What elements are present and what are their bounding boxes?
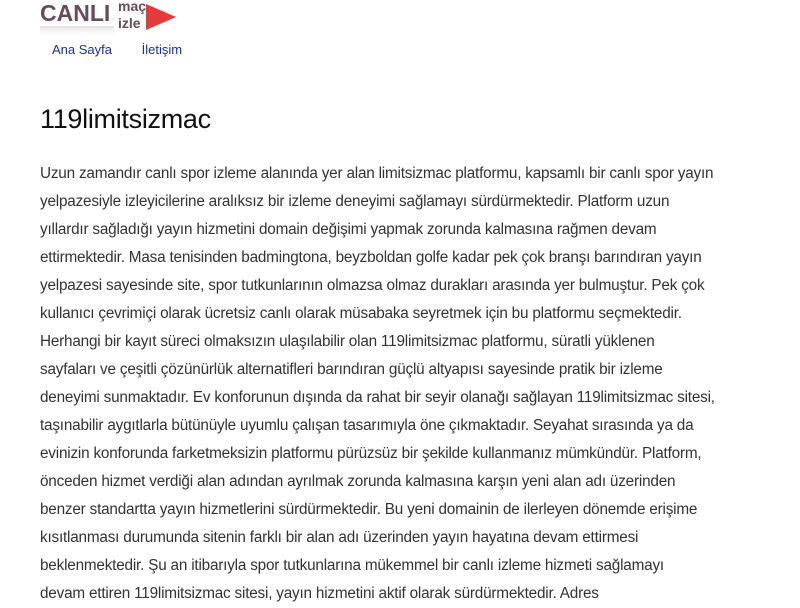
paragraph-line: deneyimi sunmaktadır. Ev konforunun dışında da rahat bir seyir olanağı sağlayan 119limitsizmac sitesi, bbox=[40, 389, 715, 406]
paragraph-line: benzer standartta yayın hizmetlerini sürdürmektedir. Bu yeni domainin de ilerleyen dönemde erişime bbox=[40, 501, 698, 518]
nav-home-link[interactable]: Ana Sayfa bbox=[52, 42, 112, 57]
logo-text: CANLI bbox=[40, 0, 111, 26]
logo-subtext-top: maç bbox=[118, 0, 147, 14]
logo-subtext bbox=[118, 0, 146, 32]
paragraph-line: önceden hizmet verdiği alan adından ayrılmak zorunda kalmasına karşın yeni alan adı üzerinden bbox=[40, 473, 676, 490]
paragraph-line: Herhangi bir kayıt süreci olmaksızın ulaşılabilir olan 119limitsizmac platformu, süratli yüklenen bbox=[40, 333, 655, 350]
logo-reflection bbox=[40, 26, 114, 34]
paragraph-line: taşınabilir aygıtlarla bütünüyle uyumlu çalışan tasarımıyla öne çıkmaktadır. Seyahat sırasında ya da bbox=[40, 417, 694, 434]
paragraph-line: yelpazesiyle izleyicilerine aralıksız bir izleme deneyimi sağlamayı sürdürmektedir. Platform uzun bbox=[40, 193, 670, 210]
paragraph-line: kullanıcı çevrimiçi olarak ücretsiz canlı olarak müsabaka seyretmek için bu platformu seçmektedir. bbox=[40, 305, 682, 322]
paragraph-line: sayfaları ve çeşitli çözünürlük alternatifleri barındıran güçlü altyapısı sayesinde pratik bir izleme bbox=[40, 361, 663, 378]
article-body bbox=[40, 160, 770, 608]
paragraph-line: devam ettiren 119limitsizmac sitesi, yayın hizmetini aktif olarak sürdürmektedir. Adres bbox=[40, 585, 599, 602]
paragraph-line: beklenmektedir. Şu an itibarıyla spor tutkunlarına mükemmel bir canlı izleme hizmeti sağlamayı bbox=[40, 557, 664, 574]
play-icon bbox=[146, 4, 176, 30]
paragraph-line: yıllardır sağladığı yayın hizmetini domain değişimi yapmak zorunda kalmasına rağmen devam bbox=[40, 221, 657, 238]
paragraph-line: kısıtlanması durumunda sitenin farklı bir alan adı üzerinden yayın hayatına devam ettirmesi bbox=[40, 529, 639, 546]
logo-subtext-bottom: izle bbox=[118, 15, 141, 31]
main-nav bbox=[52, 42, 208, 57]
page-title: 119limitsizmac bbox=[40, 104, 211, 134]
paragraph-line: ettirmektedir. Masa tenisinden badmingtona, beyzboldan golfe kadar pek çok branşı barındıran yayın bbox=[40, 249, 702, 266]
paragraph-line: yelpazesi sayesinde site, spor tutkunlarının olmazsa olmaz durakları arasında yer bulmuştur. Pek çok bbox=[40, 277, 705, 294]
nav-contact-link[interactable]: İletişim bbox=[141, 42, 183, 57]
paragraph-line: Uzun zamandır canlı spor izleme alanında yer alan limitsizmac platformu, kapsamlı bir canlı spor yayın bbox=[40, 165, 714, 182]
paragraph-line: evinizin konforunda farketmeksizin platformu pürüzsüz bir şekilde kullanmanız mümkündür. Platform, bbox=[40, 445, 702, 462]
site-logo[interactable] bbox=[40, 0, 180, 38]
